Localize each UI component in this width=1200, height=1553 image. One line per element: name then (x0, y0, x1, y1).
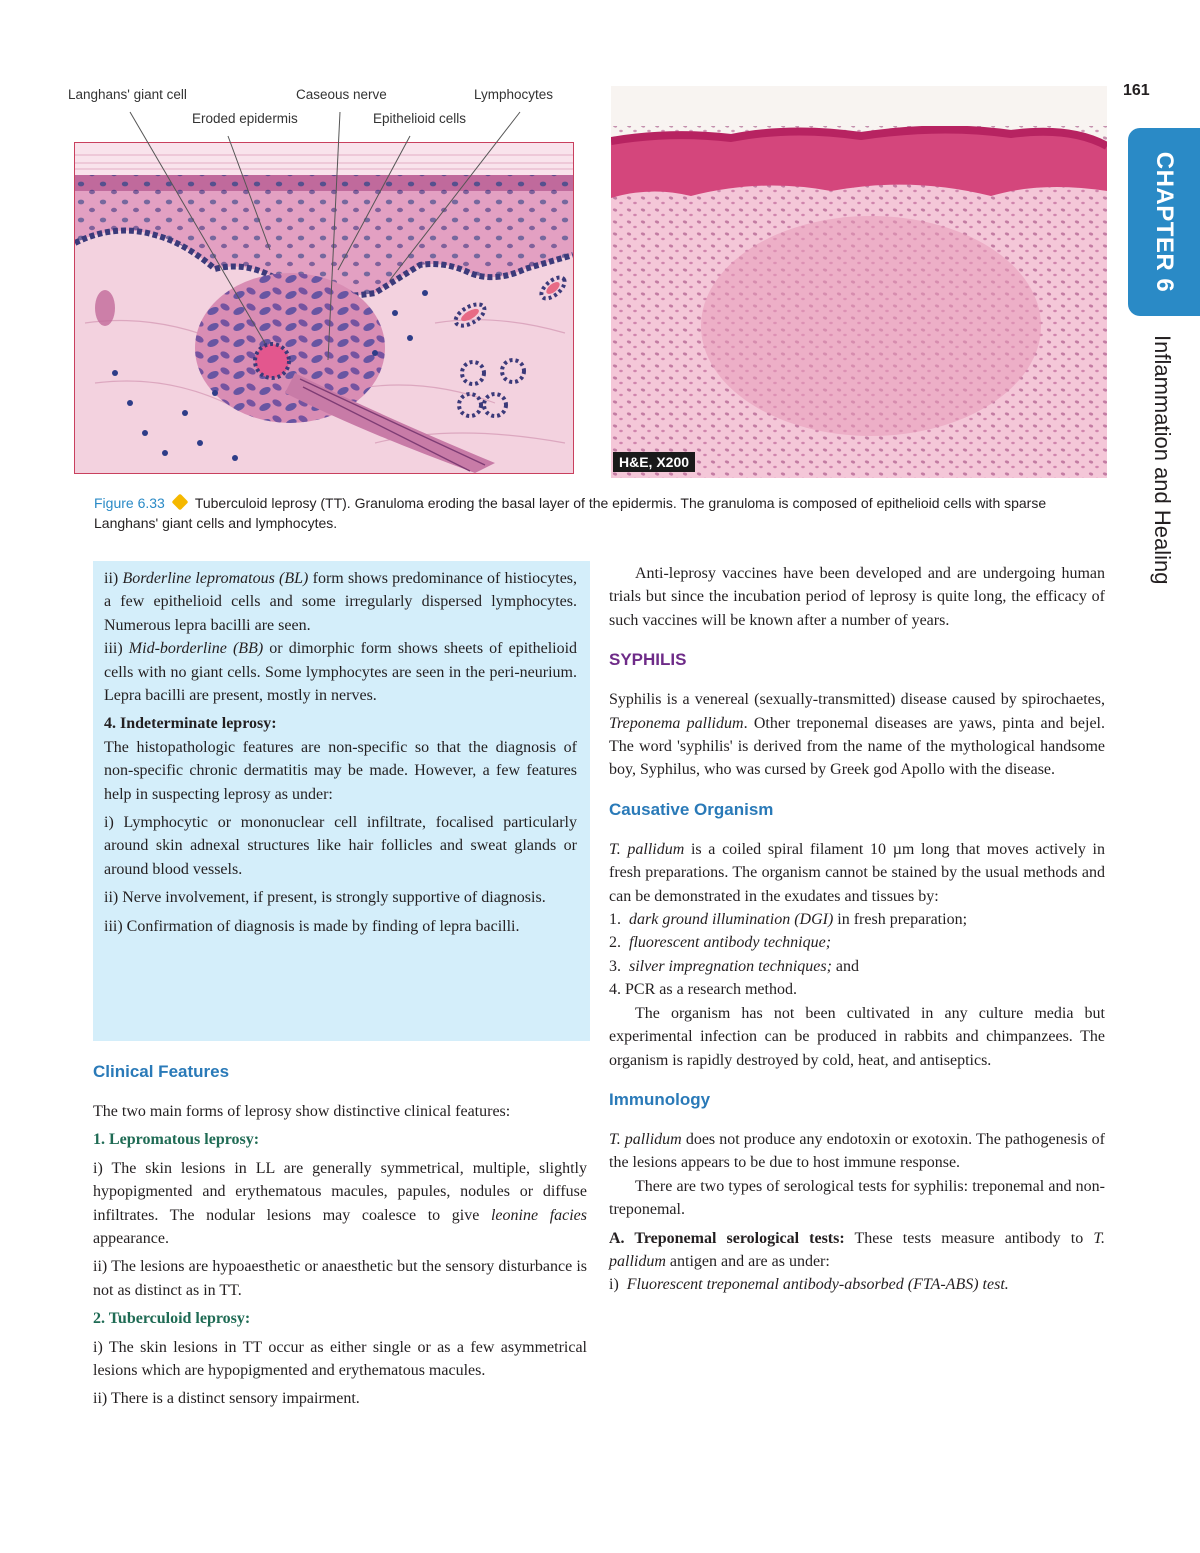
bl-text: form shows predominance of histiocytes, a few epithelioid cells and some irregularly dispersed lymphocytes. Numerous lepra bacilli are seen. (104, 570, 578, 634)
treponemal-text-b: antigen and are as under: (669, 1252, 830, 1270)
bb-paragraph (104, 637, 577, 707)
vaccine-paragraph: Anti-leprosy vaccines have been developed and are undergoing human trials but since the incubation period of leprosy is quite long, the efficacy of such vaccines will be known after a number of years. (609, 565, 1105, 629)
label-lymphocytes: Lymphocytes (474, 87, 554, 102)
clinical-features-heading: Clinical Features (93, 1062, 230, 1081)
figure-number: Figure 6.33 (94, 495, 165, 511)
left-column (93, 1062, 587, 1411)
fta-abs-term: Fluorescent treponemal antibody-absorbed (FTA-ABS) test. (626, 1276, 1009, 1294)
micrograph-image (611, 86, 1107, 478)
lepromatous-item-2: ii) The lesions are hypoaesthetic or anaesthetic but the sensory disturbance is not as distinct as in TT. (93, 1258, 587, 1299)
indeterminate-text: The histopathologic features are non-specific so that the diagnosis of non-specific chronic dermatitis may be made. However, a few features help in suspecting leprosy as under: (104, 738, 577, 803)
treponemal-heading: A. Treponemal serological tests: (609, 1229, 845, 1247)
syphilis-heading: SYPHILIS (609, 650, 687, 670)
immunology-paragraph (609, 1128, 1105, 1175)
chapter-tab-label: CHAPTER 6 (1151, 151, 1178, 293)
syphilis-text-b: . Other treponemal diseases are yaws, pinta and bejel. The word 'syphilis' is derived from the name of the mythological handsome boy, Syphilus, who was cursed by Greek god Apollo with the disease. (609, 714, 1106, 779)
figure-caption (94, 493, 1104, 533)
bb-number: iii) (104, 640, 123, 658)
right-column (609, 562, 1105, 1297)
method-1-term: dark ground illumination (DGI) (629, 911, 834, 929)
treponemal-paragraph (609, 1227, 1105, 1274)
clinical-intro: The two main forms of leprosy show distinctive clinical features: (93, 1103, 511, 1120)
chapter-title: Inflammation and Healing (1150, 335, 1175, 585)
lepromatous-item-1-end: appearance. (93, 1230, 169, 1248)
treponema-pallidum-term: Treponema pallidum (609, 714, 744, 732)
label-langhans-giant-cell: Langhans' giant cell (68, 87, 187, 102)
page-number: 161 (1123, 82, 1150, 99)
label-eroded-epidermis: Eroded epidermis (192, 111, 298, 126)
method-2 (609, 931, 1105, 954)
immunology-heading: Immunology (609, 1089, 711, 1109)
bb-term: Mid-borderline (BB) (128, 640, 264, 658)
method-3-number: 3. (609, 957, 621, 975)
bl-number: ii) (104, 570, 119, 587)
fta-abs-item (609, 1273, 1105, 1296)
treponemal-term: T. pallidum (609, 1229, 1106, 1270)
lepromatous-item-1 (93, 1157, 587, 1251)
diamond-icon (171, 494, 188, 511)
lepromatous-heading: 1. Lepromatous leprosy: (93, 1131, 260, 1149)
method-3-rest: and (835, 957, 860, 975)
indeterminate-item-2: ii) Nerve involvement, if present, is strongly supportive of diagnosis. (104, 889, 546, 907)
indeterminate-item-3: iii) Confirmation of diagnosis is made by finding of lepra bacilli. (104, 917, 520, 935)
indeterminate-heading: 4. Indeterminate leprosy: (104, 715, 277, 733)
indeterminate-item-1: i) Lymphocytic or mononuclear cell infiltrate, focalised particularly around skin adnexal structures like hair follicles and sweat glands or around blood vessels. (104, 814, 577, 878)
bb-text: or dimorphic form shows sheets of epithelioid cells with no giant cells. Some lymphocytes are seen in the peri-neurium. Lepra bacilli are present, mostly in nerves. (104, 640, 578, 705)
figure-caption-text: Tuberculoid leprosy (TT). Granuloma eroding the basal layer of the epidermis. The granuloma is composed of epithelioid cells with sparse Langhans' giant cells and lymphocytes. (94, 495, 1047, 531)
histology-illustration (74, 142, 574, 474)
causative-paragraph (609, 838, 1105, 908)
bl-term: Borderline lepromatous (BL) (122, 570, 309, 587)
method-2-number: 2. (609, 934, 621, 952)
fta-number: i) (609, 1276, 619, 1294)
method-3 (609, 955, 1105, 978)
tuberculoid-item-2: ii) There is a distinct sensory impairment. (93, 1390, 360, 1408)
lepromatous-item-1-text: i) The skin lesions in LL are generally symmetrical, multiple, slightly hypopigmented and erythematous macules, papules, nodules or diffuse infiltrates. The nodular lesions may coalesce to give (93, 1159, 587, 1224)
method-1-rest: in fresh preparation; (837, 911, 968, 929)
figure-labels (60, 84, 620, 144)
syphilis-text-a: Syphilis is a venereal (sexually-transmitted) disease caused by spirochaetes, (609, 691, 1105, 709)
method-3-term: silver impregnation techniques; (629, 957, 832, 975)
tuberculoid-heading: 2. Tuberculoid leprosy: (93, 1310, 251, 1328)
causative-organism-heading: Causative Organism (609, 799, 774, 819)
treponemal-text-a: These tests measure antibody to (854, 1229, 1084, 1247)
label-epithelioid-cells: Epithelioid cells (373, 111, 467, 126)
method-2-term: fluorescent antibody technique; (629, 934, 832, 952)
method-1 (609, 908, 1105, 931)
histopathology-box-text (104, 567, 577, 938)
chapter-tab (1128, 128, 1200, 316)
causative-text: is a coiled spiral filament 10 µm long that moves actively in fresh preparations. The organism cannot be stained by the usual methods and can be demonstrated in the exudates and tissues by: (609, 840, 1106, 905)
label-caseous-nerve: Caseous nerve (296, 87, 387, 102)
immunology-term: T. pallidum (609, 1130, 682, 1148)
stain-magnification-label: H&E, X200 (613, 452, 695, 472)
method-4: 4. PCR as a research method. (609, 981, 797, 999)
causative-term: T. pallidum (609, 840, 685, 858)
tuberculoid-item-1: i) The skin lesions in TT occur as either single or as a few asymmetrical lesions which are hypopigmented and erythematous macules. (93, 1338, 587, 1380)
bl-paragraph (104, 567, 577, 637)
syphilis-paragraph (609, 688, 1105, 782)
leonine-facies-term: leonine facies (490, 1206, 588, 1224)
method-1-number: 1. (609, 911, 621, 929)
cultivation-paragraph: The organism has not been cultivated in any culture media but experimental infection can be produced in rabbits and chimpanzees. The organism is rapidly destroyed by cold, heat, and antiseptics. (609, 1004, 1105, 1069)
immunology-text: does not produce any endotoxin or exotoxin. The pathogenesis of the lesions appears to be due to host immune response. (609, 1130, 1106, 1172)
serology-paragraph: There are two types of serological tests for syphilis: treponemal and non-treponemal. (609, 1177, 1105, 1219)
